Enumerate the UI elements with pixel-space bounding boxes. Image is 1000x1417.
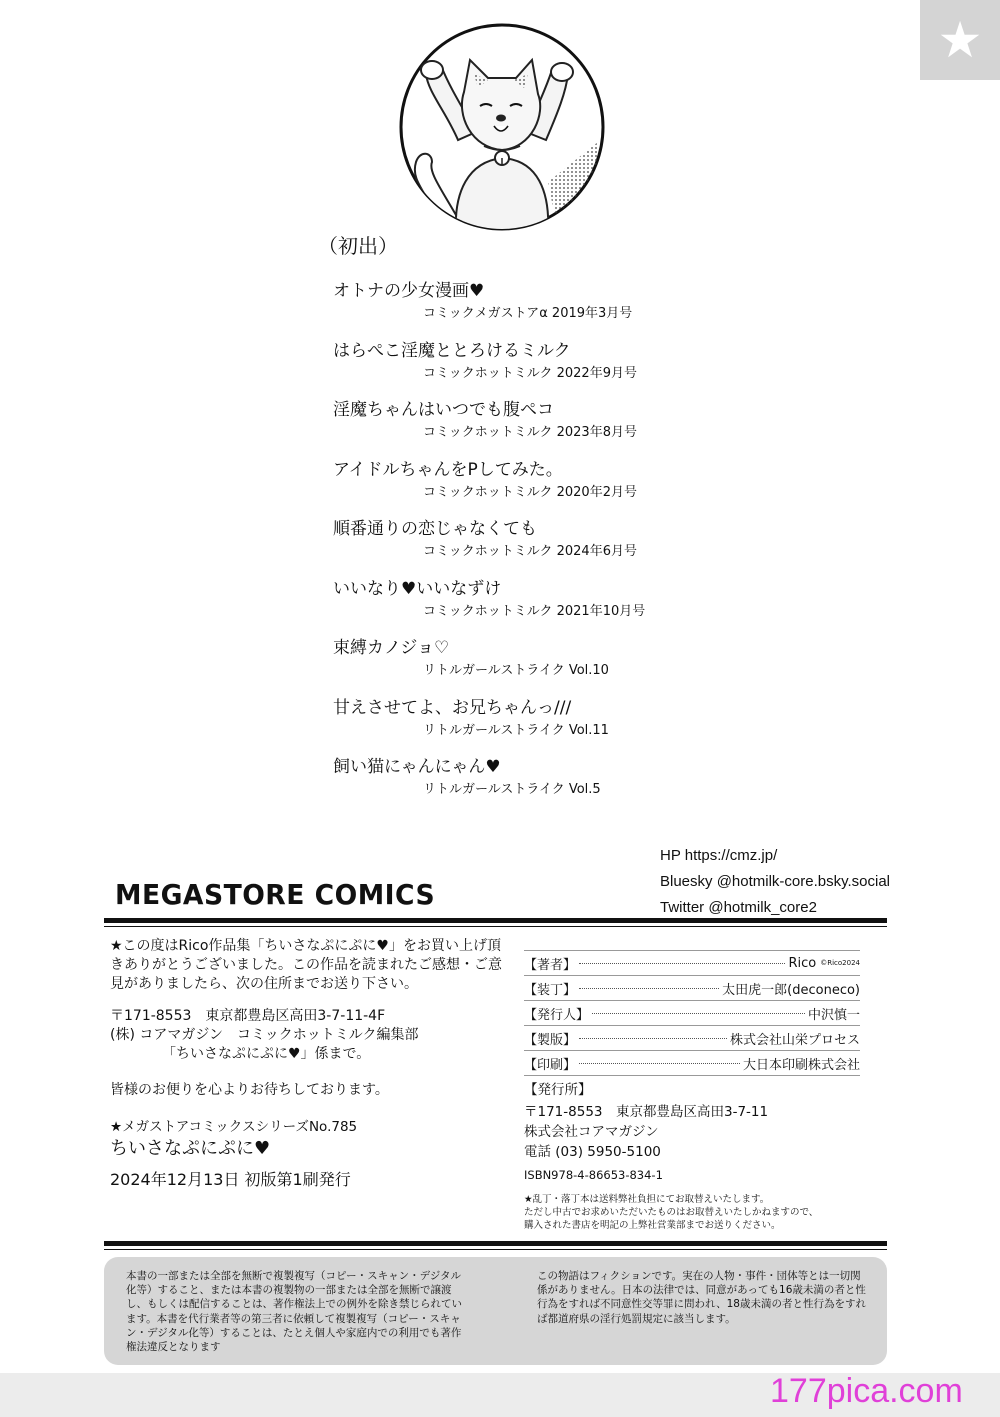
list-item	[333, 693, 753, 753]
work-source: コミックメガストアα 2019年3月号	[423, 306, 633, 321]
divider	[104, 918, 887, 923]
homepage-link[interactable]: HP https://cmz.jp/	[660, 847, 778, 864]
dot-leader	[592, 1012, 805, 1014]
list-item	[333, 336, 753, 396]
works-list	[333, 276, 753, 812]
note-line: ★乱丁・落丁本は送料弊社負担にてお取替えいたします。	[524, 1194, 770, 1205]
work-title: 淫魔ちゃんはいつでも腹ペコ	[333, 400, 554, 420]
dot-leader	[579, 962, 785, 964]
work-source: リトルガールストライク Vol.5	[423, 782, 601, 797]
work-title: 順番通りの恋じゃなくても	[333, 519, 537, 539]
credit-row	[524, 1025, 860, 1050]
credit-label: 【装丁】	[524, 982, 577, 998]
dot-leader	[579, 1062, 740, 1064]
publisher-address: 〒171-8553 東京都豊島区高田3-7-11	[524, 1104, 769, 1120]
work-source: コミックホットミルク 2020年2月号	[423, 484, 637, 500]
twitter-link[interactable]: Twitter @hotmilk_core2	[660, 899, 817, 916]
first-appearance-heading: （初出）	[318, 234, 398, 258]
corner-tab	[920, 0, 1000, 80]
credit-label: 【発行人】	[524, 1007, 590, 1023]
copyright-notice: 本書の一部または全部を無断で複製複写（コピー・スキャン・デジタル化等）すること、または本書の複製物の一部または全部を無断で譲渡し、もしくは配信することは、著作権法上での例外を除き禁じられています。本書を代行業者等の第三者に依頼して複製複写（コピー・スキャン・デジタル化等）することは、たとえ個人や家庭内での利用でも著作権法違反となります	[126, 1270, 462, 1354]
work-title: 束縛カノジョ♡	[333, 638, 450, 658]
list-item	[333, 395, 753, 455]
contact-links	[660, 843, 890, 921]
work-title: オトナの少女漫画♥	[333, 281, 485, 301]
credit-label: 【印刷】	[524, 1057, 577, 1073]
dot-leader	[579, 987, 719, 989]
credit-value: 株式会社山栄プロセス	[729, 1032, 860, 1048]
publisher-tel: 電話 (03) 5950-5100	[524, 1144, 661, 1160]
copyright-note: ©Rico2024	[820, 959, 860, 967]
address-line: 「ちいさなぷにぷに♥」係まで。	[162, 1046, 371, 1062]
brand-logo: MEGASTORE COMICS	[115, 878, 436, 911]
book-title: ちいさなぷにぷに♥	[110, 1138, 271, 1159]
list-item	[333, 514, 753, 574]
divider	[104, 1249, 887, 1250]
list-item	[333, 276, 753, 336]
credit-label: 【著者】	[524, 957, 577, 973]
work-source: コミックホットミルク 2024年6月号	[423, 544, 637, 559]
list-item	[333, 633, 753, 693]
closing-message: 皆様のお便りを心よりお待ちしております。	[110, 1082, 389, 1098]
fiction-notice: この物語はフィクションです。実在の人物・事件・団体等とは一切関係がありません。日本の法律では、同意があっても16歳未満の者と性行為をすれば不同意性交等罪に問われ、18歳未満の者と性行為をすれば都道府県の淫行処罰規定に該当します。	[537, 1270, 866, 1325]
work-title: 甘えさせてよ、お兄ちゃんっ///	[333, 697, 572, 718]
work-title: アイドルちゃんをPしてみた。	[333, 459, 563, 480]
work-source: リトルガールストライク Vol.10	[423, 663, 609, 678]
publisher-label: 【発行所】	[524, 1082, 592, 1098]
bluesky-link[interactable]: Bluesky @hotmilk-core.bsky.social	[660, 873, 891, 890]
work-source: コミックホットミルク 2023年8月号	[423, 425, 637, 440]
credit-row	[524, 1050, 860, 1075]
note-line: 購入された書店を明記の上弊社営業部までお送りください。	[524, 1220, 781, 1231]
colophon	[524, 950, 860, 1232]
credit-row	[524, 975, 860, 1000]
replacement-notes	[524, 1193, 860, 1232]
work-source: コミックホットミルク 2021年10月号	[423, 603, 646, 619]
address-line: 〒171-8553 東京都豊島区高田3-7-11-4F	[110, 1008, 386, 1024]
reader-message	[110, 937, 520, 1189]
list-item	[333, 574, 753, 634]
work-title: はらぺこ淫魔ととろけるミルク	[333, 340, 571, 361]
credit-label: 【製版】	[524, 1032, 577, 1048]
thanks-message: ★この度はRico作品集「ちいさなぷにぷに♥」をお買い上げ頂きありがとうございました。この作品を読まれたご感想・ご意見がありましたら、次の住所までお送り下さい。	[110, 938, 502, 992]
publisher-block	[524, 1075, 860, 1232]
work-source: コミックホットミルク 2022年9月号	[423, 365, 637, 381]
publication-date: 2024年12月13日 初版第1刷発行	[110, 1170, 351, 1189]
dot-leader	[579, 1037, 727, 1039]
credit-row	[524, 1000, 860, 1025]
series-number: ★メガストアコミックスシリーズNo.785	[110, 1119, 358, 1135]
work-title: いいなり♥いいなずけ	[333, 578, 502, 599]
work-source: リトルガールストライク Vol.11	[423, 722, 609, 738]
mail-address	[110, 1007, 520, 1064]
divider	[104, 926, 887, 927]
isbn: ISBN978-4-86653-834-1	[524, 1168, 663, 1182]
legal-notice-box	[104, 1257, 887, 1365]
cat-illustration	[398, 22, 606, 232]
star-icon: ★	[937, 11, 983, 69]
credit-value: 大日本印刷株式会社	[742, 1057, 860, 1073]
watermark: 177pica.com	[770, 1372, 963, 1410]
address-line: (株) コアマガジン コミックホットミルク編集部	[110, 1027, 419, 1043]
work-title: 飼い猫にゃんにゃん♥	[333, 757, 501, 777]
credit-value: Rico	[788, 955, 817, 971]
credit-value: 太田虎一郎(deconeco)	[722, 982, 860, 998]
list-item	[333, 752, 753, 812]
list-item	[333, 455, 753, 515]
credit-row	[524, 950, 860, 975]
credit-value: 中沢慎一	[807, 1007, 860, 1023]
publisher-name: 株式会社コアマガジン	[524, 1124, 659, 1140]
divider	[104, 1241, 887, 1246]
note-line: ただし中古でお求めいただいたものはお取替えいたしかねますので、	[524, 1207, 819, 1218]
